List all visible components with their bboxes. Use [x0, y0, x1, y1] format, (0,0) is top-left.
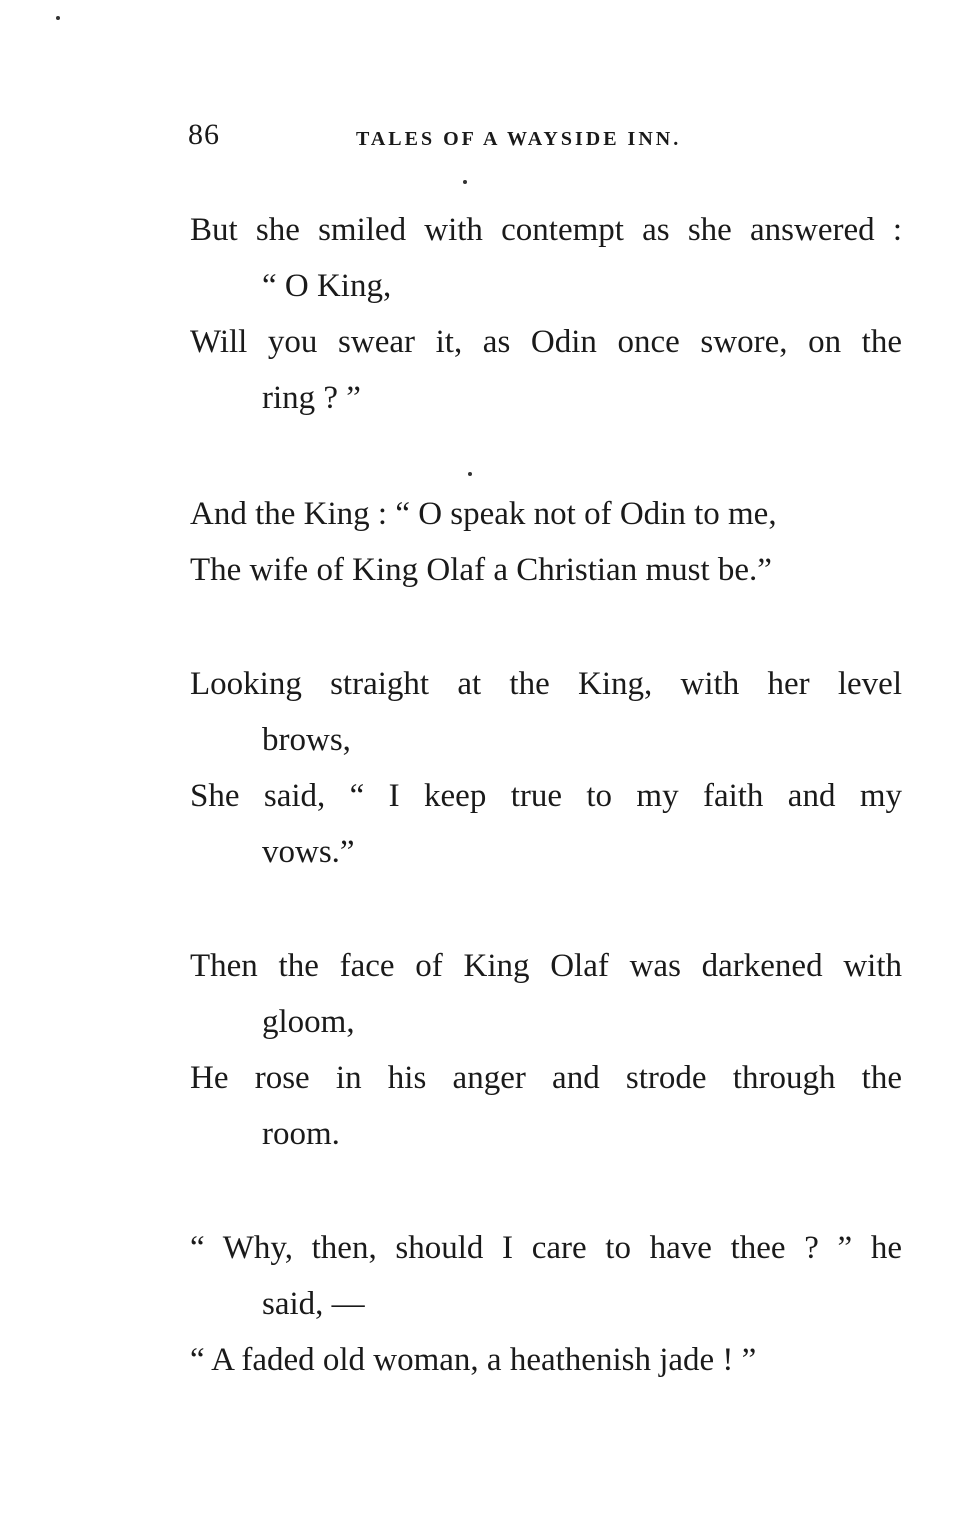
- page-number: 86: [188, 118, 220, 151]
- verse-line-continuation: “ O King,: [262, 268, 392, 304]
- stanza: [190, 656, 902, 880]
- verse-line: Will you swear it, as Odin once swore, on the: [190, 324, 902, 360]
- verse-line-continuation: said, —: [262, 1286, 365, 1322]
- stanza: [190, 202, 902, 426]
- verse-line-continuation: ring ? ”: [262, 380, 361, 416]
- running-head: [188, 118, 748, 158]
- stanza: [190, 1220, 902, 1388]
- book-title: TALES OF A WAYSIDE INN.: [356, 128, 682, 150]
- stanza: [190, 938, 902, 1162]
- print-speck: [56, 16, 60, 20]
- verse-line: And the King : “ O speak not of Odin to me,: [190, 496, 777, 532]
- verse-line: Then the face of King Olaf was darkened with: [190, 948, 902, 984]
- verse-line: She said, “ I keep true to my faith and my: [190, 778, 902, 814]
- verse-line-continuation: gloom,: [262, 1004, 355, 1040]
- print-speck: [463, 180, 467, 184]
- stanza: [190, 486, 902, 598]
- verse-line: He rose in his anger and strode through the: [190, 1060, 902, 1096]
- verse-line-continuation: vows.”: [262, 834, 355, 870]
- verse-line: The wife of King Olaf a Christian must be.”: [190, 552, 772, 588]
- print-speck: [468, 472, 472, 476]
- verse-line-continuation: brows,: [262, 722, 351, 758]
- verse-line-continuation: room.: [262, 1116, 340, 1152]
- verse-line: “ Why, then, should I care to have thee ? ” he: [190, 1230, 902, 1266]
- verse-line: But she smiled with contempt as she answered :: [190, 212, 902, 248]
- verse-line: Looking straight at the King, with her level: [190, 666, 902, 702]
- verse-line: “ A faded old woman, a heathenish jade ! ”: [190, 1342, 757, 1378]
